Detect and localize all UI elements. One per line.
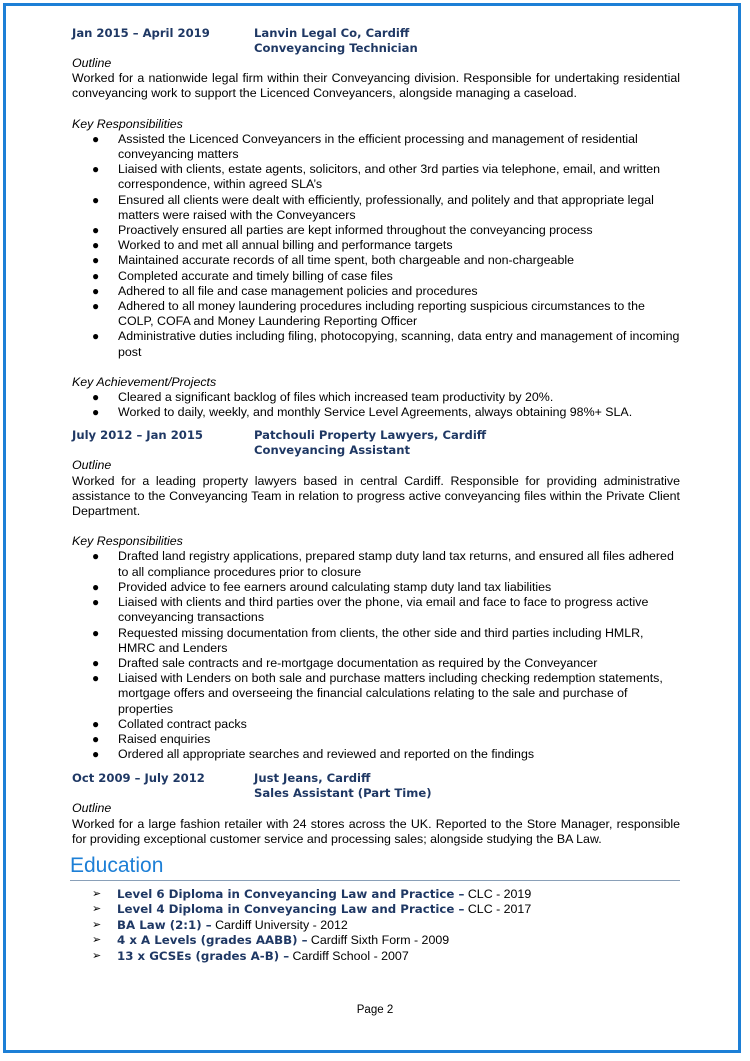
responsibilities-list [72, 132, 680, 360]
education-item: ➢ 13 x GCSEs (grades A-B) – Cardiff School - 2007 [92, 948, 409, 963]
job-employer: Lanvin Legal Co, Cardiff [254, 26, 410, 40]
list-item: ● Administrative duties including filing, photocopying, scanning, data entry and management of incoming post [92, 329, 680, 359]
bullet-icon: ● [92, 671, 100, 686]
list-item: ● Liaised with clients, estate agents, solicitors, and other 3rd parties via telephone, email, and written correspondence, within agreed SLA’s [92, 162, 661, 192]
list-item: ● Maintained accurate records of all time spent, both chargeable and non-chargeable [92, 253, 574, 268]
bullet-icon: ● [92, 329, 100, 344]
bullet-icon: ● [92, 238, 100, 253]
cv-page-content [72, 26, 680, 964]
list-item: ● Cleared a significant backlog of files which increased team productivity by 20%. [92, 390, 554, 405]
list-item: ● Liaised with clients and third parties over the phone, via email and face to face to progress active conveyancing transactions [92, 595, 649, 625]
job-date: July 2012 – Jan 2015 [72, 428, 203, 443]
job-date: Jan 2015 – April 2019 [72, 26, 210, 40]
bullet-icon: ● [92, 595, 100, 610]
job-title: Sales Assistant (Part Time) [254, 786, 432, 801]
job-employer: Patchouli Property Lawyers, Cardiff [254, 428, 487, 443]
arrow-bullet-icon: ➢ [92, 903, 102, 916]
page-number: Page 2 [356, 1004, 394, 1016]
responsibilities-list [72, 549, 680, 762]
bullet-icon: ● [92, 390, 100, 405]
responsibilities-label: Key Responsibilities [72, 116, 183, 131]
education-list [72, 887, 680, 964]
outline-text: Worked for a nationwide legal firm within their Conveyancing division. Responsible for undertaking residential conveyancing work to support the Licenced Conveyancers, alongside managing a caseload. [72, 71, 680, 101]
job-title: Conveyancing Assistant [254, 443, 411, 458]
arrow-bullet-icon: ➢ [92, 918, 102, 931]
bullet-icon: ● [92, 655, 100, 670]
bullet-icon: ● [92, 625, 100, 640]
education-item: ➢ 4 x A Levels (grades AABB) – Cardiff Sixth Form - 2009 [92, 933, 450, 948]
job-employer: Just Jeans, Cardiff [254, 771, 371, 786]
bullet-icon: ● [92, 283, 100, 298]
bullet-icon: ● [92, 162, 100, 177]
bullet-icon: ● [92, 131, 100, 146]
bullet-icon: ● [92, 731, 100, 746]
job-entry [72, 771, 680, 847]
job-title: Conveyancing Technician [254, 41, 418, 55]
outline-label: Outline [72, 56, 112, 70]
list-item: ● Completed accurate and timely billing of case files [92, 268, 393, 283]
bullet-icon: ● [92, 716, 100, 731]
list-item: ● Collated contract packs [92, 716, 247, 731]
bullet-icon: ● [92, 299, 100, 314]
arrow-bullet-icon: ➢ [92, 949, 102, 962]
outline-label: Outline [72, 458, 112, 473]
list-item: ● Ensured all clients were dealt with efficiently, professionally, and politely and that appropriate legal matters were raised with the Conveyancers [92, 192, 654, 222]
list-item: ● Drafted land registry applications, prepared stamp duty land tax returns, and ensured all files adhered to all compliance procedures prior to closure [92, 549, 674, 579]
bullet-icon: ● [92, 405, 100, 420]
list-item: ● Provided advice to fee earners around calculating stamp duty land tax liabilities [92, 579, 552, 594]
bullet-icon: ● [92, 268, 100, 283]
job-entry [72, 428, 680, 762]
outline-text: Worked for a large fashion retailer with 24 stores across the UK. Reported to the Store Manager, responsible for providing exceptional customer service and processing sales; alongside studying the BA Law. [72, 816, 680, 846]
responsibilities-label: Key Responsibilities [72, 534, 183, 549]
list-item: ● Ordered all appropriate searches and reviewed and reported on the findings [92, 747, 535, 762]
bullet-icon: ● [92, 549, 100, 564]
list-item: ● Drafted sale contracts and re-mortgage documentation as required by the Conveyancer [92, 655, 598, 670]
education-item: ➢ Level 4 Diploma in Conveyancing Law and Practice – CLC - 2017 [92, 902, 532, 917]
list-item: ● Liaised with Lenders on both sale and purchase matters including checking redemption statements, mortgage offers and overseeing the financial calculations relating to the sale and purchase of properties [92, 671, 663, 716]
bullet-icon: ● [92, 579, 100, 594]
list-item: ● Assisted the Licenced Conveyancers in the efficient processing and management of residential conveyancing matters [92, 131, 638, 162]
outline-text: Worked for a leading property lawyers based in central Cardiff. Responsible for providing administrative assistance to the Conveyancing Team in relation to progress active conveyancing files within the Private Client Department. [72, 473, 680, 519]
list-item: ● Worked to daily, weekly, and monthly Service Level Agreements, always obtaining 98%+ SLA. [92, 405, 633, 420]
education-item: ➢ Level 6 Diploma in Conveyancing Law and Practice – CLC - 2019 [92, 886, 532, 901]
bullet-icon: ● [92, 747, 100, 762]
education-item: ➢ BA Law (2:1) – Cardiff University - 2012 [92, 917, 348, 932]
list-item: ● Adhered to all money laundering procedures including reporting suspicious circumstances to the COLP, COFA and Money Laundering Reporting Officer [92, 299, 645, 329]
bullet-icon: ● [92, 253, 100, 268]
bullet-icon: ● [92, 223, 100, 238]
list-item: ● Proactively ensured all parties are kept informed throughout the conveyancing process [92, 223, 593, 238]
list-item: ● Adhered to all file and case management policies and procedures [92, 283, 478, 298]
achievements-list [72, 390, 680, 420]
achievements-label: Key Achievement/Projects [72, 374, 217, 389]
outline-label: Outline [72, 801, 112, 816]
list-item: ● Raised enquiries [92, 731, 211, 746]
list-item: ● Worked to and met all annual billing and performance targets [92, 238, 453, 253]
list-item: ● Requested missing documentation from clients, the other side and third parties including HMLR, HMRC and Lenders [92, 625, 644, 655]
job-date: Oct 2009 – July 2012 [72, 771, 205, 786]
job-entry [72, 26, 680, 420]
bullet-icon: ● [92, 192, 100, 207]
arrow-bullet-icon: ➢ [92, 887, 102, 900]
education-heading: Education [70, 853, 680, 881]
arrow-bullet-icon: ➢ [92, 934, 102, 947]
